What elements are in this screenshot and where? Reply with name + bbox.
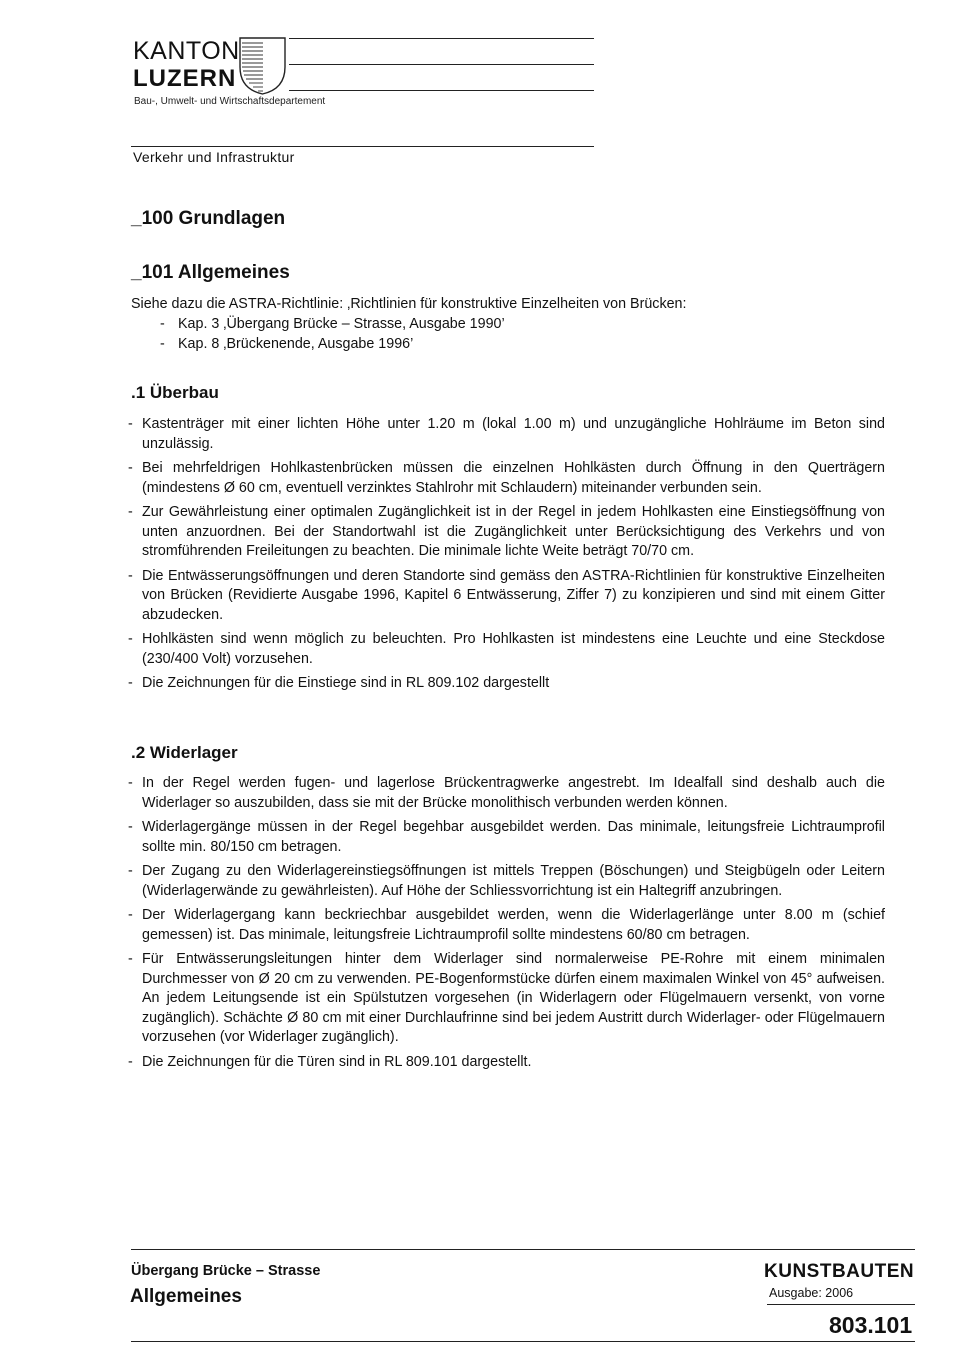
header-rule-2 — [289, 64, 594, 65]
logo-text-kanton: KANTON — [133, 37, 240, 65]
intro-list-item: - Kap. 3 ‚Übergang Brücke – Strasse, Ausgabe 1990’ — [160, 316, 505, 332]
section-heading-ueberbau: .1 Überbau — [131, 383, 219, 402]
footer-category: KUNSTBAUTEN — [764, 1261, 915, 1282]
chapter-title: _100 Grundlagen — [131, 208, 286, 229]
footer-right-rule — [767, 1304, 915, 1305]
logo-text-luzern: LUZERN — [133, 65, 237, 92]
ueberbau-list — [128, 415, 885, 699]
list-item: - Widerlagergänge müssen in der Regel begehbar ausgebildet werden. Das minimale, leitungsfreie Lichtraumprofil sollte min. 80/150 cm betragen. — [128, 819, 885, 855]
footer-title: Übergang Brücke – Strasse — [131, 1263, 321, 1279]
list-item: - Kastenträger mit einer lichten Höhe unter 1.20 m (lokal 1.00 m) und unzugängliche Hohlräume im Beton sind unzulässig. — [128, 416, 885, 452]
footer-top-rule — [131, 1249, 915, 1250]
coat-of-arms-icon — [239, 37, 287, 95]
header-rule-3 — [289, 90, 594, 91]
section-title: _101 Allgemeines — [131, 262, 290, 283]
footer-bottom-rule — [131, 1341, 915, 1342]
list-item: - In der Regel werden fugen- und lagerlose Brückentragwerke angestrebt. Im Idealfall sind deshalb auch die Widerlager so auszubilden, dass sie mit der Brücke monolithisch verbunden werden können. — [128, 775, 885, 811]
list-item: - Die Zeichnungen für die Türen sind in RL 809.101 dargestellt. — [128, 1053, 532, 1070]
footer-edition: Ausgabe: 2006 — [769, 1286, 854, 1300]
widerlager-list — [128, 774, 885, 1077]
header-rule-4 — [131, 146, 594, 147]
list-item: - Die Zeichnungen für die Einstiege sind in RL 809.102 dargestellt — [128, 675, 550, 691]
section-heading-widerlager: .2 Widerlager — [131, 743, 238, 762]
document-number: 803.101 — [829, 1312, 913, 1338]
list-item: - Zur Gewährleistung einer optimalen Zugänglichkeit ist in der Regel in jedem Hohlkasten eine Einstiegsöffnung von unten anzuordnen. Bei der Standortwahl ist die Zugänglichkeit unter Berücksichtigung des Verkehrs und von stromführenden Freileitungen zu beachten. Die minimale lichte Weite beträgt 70/70 cm. — [128, 504, 885, 559]
intro-paragraph: Siehe dazu die ASTRA-Richtlinie: ‚Richtlinien für konstruktive Einzelheiten von Brücken: — [131, 296, 687, 312]
intro-list-item: - Kap. 8 ‚Brückenende, Ausgabe 1996’ — [160, 336, 414, 352]
list-item: - Bei mehrfeldrigen Hohlkastenbrücken müssen die einzelnen Hohlkästen durch Öffnung in den Querträgern (mindestens Ø 60 cm, eventuell verzinktes Stahlrohr mit Schlaudern) miteinander verbunden sein. — [128, 460, 885, 496]
list-item: - Für Entwässerungsleitungen hinter dem Widerlager sind normalerweise PE-Rohre mit einem minimalen Durchmesser von Ø 20 cm zu verwenden. PE-Bogenformstücke dürfen einem maximalen Winkel von 45° aufweisen. An jedem Leitungsende ist ein Spülstutzen vorgesehen (in Widerlagern oder Flügelmauern versenkt, von vorne zugänglich). Schächte Ø 80 cm mit einer Durchlaufrinne sind bei jedem Austritt durch Widerlager- oder Flügelmauern vorzusehen (vor Widerlager zugänglich). — [128, 951, 885, 1045]
header-rule-1 — [289, 38, 594, 39]
footer-subtitle: Allgemeines — [130, 1286, 242, 1307]
department-name: Bau-, Umwelt- und Wirtschaftsdepartement — [134, 96, 326, 107]
list-item: - Der Zugang zu den Widerlagereinstiegsöffnungen ist mittels Treppen (Böschungen) und Steigbügeln oder Leitern (Widerlagerwände zu gewährleisten). Auf Höhe der Schliessvorrichtung ist ein Haltegriff anzubringen. — [128, 863, 885, 899]
list-item: - Der Widerlagergang kann beckriechbar ausgebildet werden, wenn die Widerlagerlänge unter 8.00 m (schief gemessen) ist. Das minimale, leitungsfreie Lichtraumprofil sollte mindestens 60/80 cm betragen. — [128, 907, 885, 943]
header-subheading: Verkehr und Infrastruktur — [133, 149, 295, 165]
list-item: - Die Entwässerungsöffnungen und deren Standorte sind gemäss den ASTRA-Richtlinien für konstruktive Einzelheiten von Brücken (Revidierte Ausgabe 1996, Kapitel 6 Entwässerung, Ziffer 7) zu konzipieren und sind mit einem Gitter abzudecken. — [128, 567, 885, 623]
list-item: - Hohlkästen sind wenn möglich zu beleuchten. Pro Hohlkasten ist mindestens eine Leuchte und eine Steckdose (230/400 Volt) vorzusehen. — [128, 631, 885, 667]
